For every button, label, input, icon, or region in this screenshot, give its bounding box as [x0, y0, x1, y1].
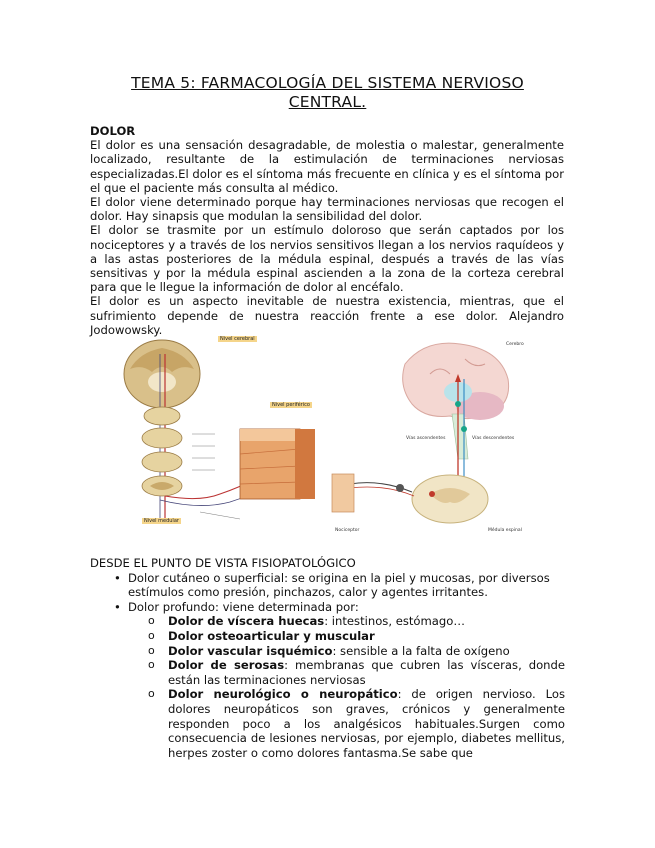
list-item	[90, 571, 565, 600]
label-nociceptor: Nociceptor	[335, 528, 360, 533]
fisiopatologico-section	[90, 556, 565, 760]
item-bold: Dolor de serosas	[168, 658, 285, 673]
bullet-icon: •	[114, 570, 121, 585]
item-text: : membranas que cubren las vísceras, donde están las terminaciones nerviosas	[168, 658, 565, 687]
pain-pathway-figures	[120, 334, 535, 539]
label-cerebro: Cerebro	[506, 342, 524, 347]
item-text: : sensible a la falta de oxígeno	[332, 643, 510, 658]
circle-bullet-icon: o	[148, 658, 155, 672]
item-bold: Dolor osteoarticular y muscular	[168, 628, 375, 643]
paragraph-1: El dolor es una sensación desagradable, de molestia o malestar, generalmente localizado, resultante de la estimulación de terminaciones nerviosas especializadas.El dolor es el síntoma más frecuente en clínica y es el síntoma por el que el paciente más consulta al médico.	[90, 138, 564, 195]
sub-list-item	[90, 658, 565, 687]
page-title: TEMA 5: FARMACOLOGÍA DEL SISTEMA NERVIOSO CENTRAL.	[131, 74, 524, 111]
circle-bullet-icon: o	[148, 687, 155, 701]
pain-type-list	[90, 571, 565, 761]
dolor-heading: DOLOR	[90, 124, 136, 138]
list-item	[90, 600, 565, 615]
sub-list-item	[90, 614, 565, 629]
item-bold: Dolor de víscera huecas	[168, 614, 325, 629]
circle-bullet-icon: o	[148, 628, 155, 642]
tag-nivel-cerebral: Nivel cerebral	[220, 336, 255, 342]
item-text: : de origen nervioso. Los dolores neuropáticos son graves, crónicos y generalmente responden poco a los analgésicos habituales.Surgen como consecuencia de lesiones nerviosas, por ejemplo, diabetes mellitus, herpes zoster o como dolores fantasma.Se sabe que	[168, 687, 565, 760]
item-text: : intestinos, estómago…	[324, 614, 465, 629]
paragraph-4: El dolor es un aspecto inevitable de nuestra existencia, mientras, que el sufrimiento depende de nuestra reacción frente a ese dolor. Alejandro Jodowowsky.	[90, 294, 564, 337]
item-text: Dolor profundo: viene determinada por:	[128, 599, 359, 614]
sub-list-item	[90, 687, 565, 760]
section-heading: DESDE EL PUNTO DE VISTA FISIOPATOLÓGICO	[90, 556, 356, 570]
item-bold: Dolor vascular isquémico	[168, 643, 333, 658]
circle-bullet-icon: o	[148, 614, 155, 628]
item-text: Dolor cutáneo o superficial: se origina en la piel y mucosas, por diversos estímulos como presión, pinchazos, calor y agentes irritantes.	[128, 570, 550, 600]
tag-nivel-periferico: Nivel periférico	[272, 402, 310, 408]
tag-nivel-medular: Nivel medular	[144, 518, 179, 524]
label-vias-ascendentes: Vías ascendentes	[406, 436, 446, 441]
sub-list-item	[90, 644, 565, 659]
label-medula-espinal: Médula espinal	[488, 528, 522, 533]
dolor-section	[90, 124, 564, 337]
label-vias-descendentes: Vías descendentes	[472, 436, 515, 441]
pain-levels-illustration	[120, 334, 325, 539]
sub-list-item	[90, 629, 565, 644]
paragraph-2: El dolor viene determinado porque hay terminaciones nerviosas que recogen el dolor. Hay sinapsis que modulan la sensibilidad del dolor.	[90, 195, 564, 224]
paragraph-3: El dolor se trasmite por un estímulo doloroso que serán captados por los nociceptores y a través de los nervios sensitivos llegan a los nervios raquídeos y a las astas posteriores de la médula espinal, después a través de las vías sensitivas y por la médula espinal ascienden a la zona de la corteza cerebral para que le llegue la información de dolor al encéfalo.	[90, 223, 564, 295]
item-bold: Dolor neurológico o neuropático	[168, 687, 398, 702]
bullet-icon: •	[114, 599, 121, 614]
circle-bullet-icon: o	[148, 643, 155, 657]
